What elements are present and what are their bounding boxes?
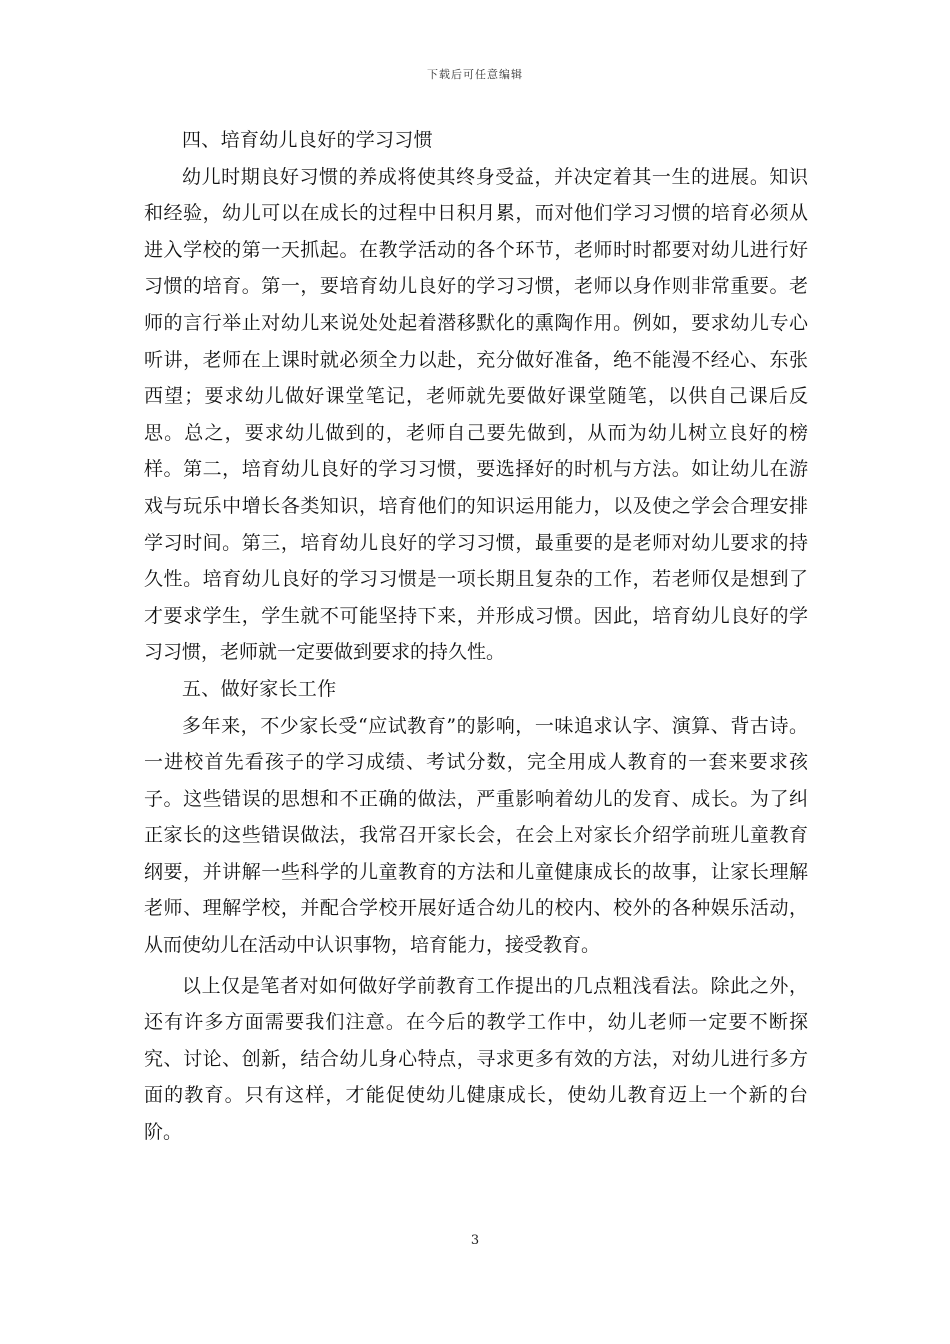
page-number: 3 [470, 1233, 480, 1248]
page-header: 下载后可任意编辑 [427, 68, 523, 81]
paragraph-habits: 幼儿时期良好习惯的养成将使其终身受益，并决定着其一生的进展。知识和经验，幼儿可以在成长的过程中日积月累，而对他们学习习惯的培育必须从进入学校的第一天抓起。在教学活动的各个环节，老师时时都要对幼儿进行好习惯的培育。第一，要培育幼儿良好的学习习惯，老师以身作则非常重要。老师的言行举止对幼儿来说处处起着潜移默化的熏陶作用。例如，要求幼儿专心听讲，老师在上课时就必须全力以赴，充分做好准备，绝不能漫不经心、东张西望；要求幼儿做好课堂笔记，老师就先要做好课堂随笔，以供自己课后反思。总之，要求幼儿做到的，老师自己要先做到，从而为幼儿树立良好的榜样。第二，培育幼儿良好的学习习惯，要选择好的时机与方法。如让幼儿在游戏与玩乐中增长各类知识，培育他们的知识运用能力，以及使之学会合理安排学习时间。第三，培育幼儿良好的学习习惯，最重要的是老师对幼儿要求的持久性。培育幼儿良好的学习习惯是一项长期且复杂的工作，若老师仅是想到了才要求学生，学生就不可能坚持下来，并形成习惯。因此，培育幼儿良好的学习习惯，老师就一定要做到要求的持久性。 [144, 165, 808, 664]
paragraph-conclusion: 以上仅是笔者对如何做好学前教育工作提出的几点粗浅看法。除此之外，还有许多方面需要我们注意。在今后的教学工作中，幼儿老师一定要不断探究、讨论、创新，结合幼儿身心特点，寻求更多有效的方法，对幼儿进行多方面的教育。只有这样，才能促使幼儿健康成长，使幼儿教育迈上一个新的台阶。 [144, 974, 808, 1144]
section-heading-5: 五、做好家长工作 [182, 677, 337, 700]
section-heading-4: 四、培育幼儿良好的学习习惯 [182, 129, 433, 151]
document-body [144, 122, 808, 1151]
paragraph-parents: 多年来，不少家长受“应试教育”的影响，一味追求认字、演算、背古诗。一进校首先看孩子的学习成绩、考试分数，完全用成人教育的一套来要求孩子。这些错误的思想和不正确的做法，严重影响着幼儿的发育、成长。为了纠正家长的这些错误做法，我常召开家长会，在会上对家长介绍学前班儿童教育纲要，并讲解一些科学的儿童教育的方法和儿童健康成长的故事，让家长理解老师、理解学校，并配合学校开展好适合幼儿的校内、校外的各种娱乐活动，从而使幼儿在活动中认识事物，培育能力，接受教育。 [144, 714, 808, 957]
